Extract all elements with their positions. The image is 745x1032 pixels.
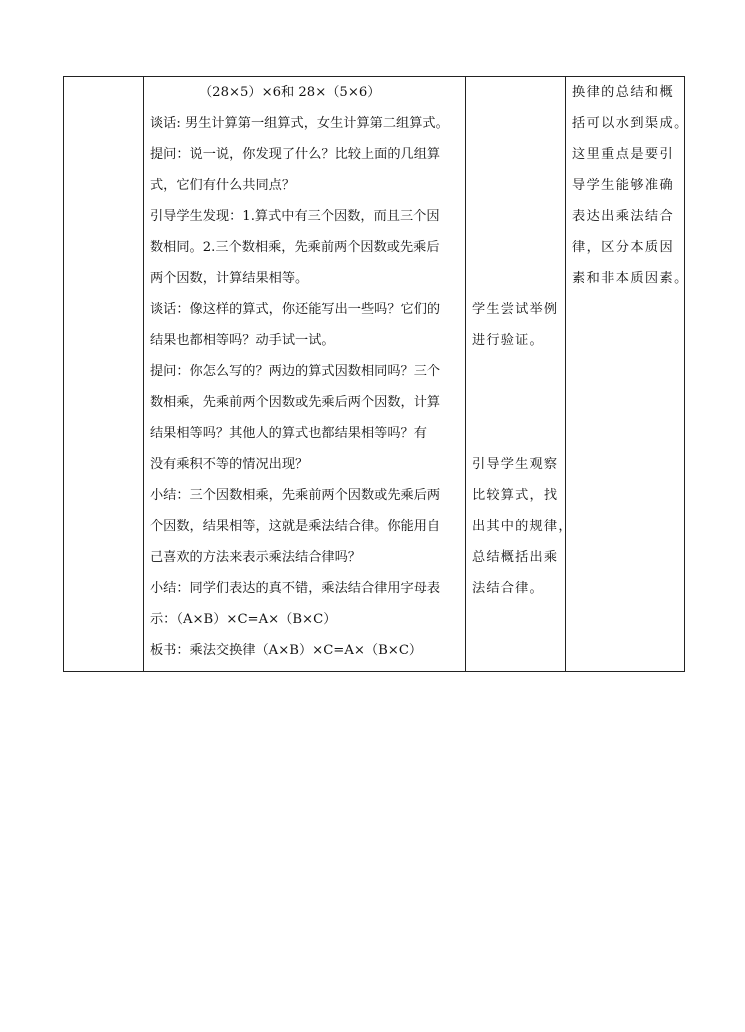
process-line-13: 没有乘积不等的情况出现？	[150, 457, 309, 472]
blank-column-content	[64, 77, 143, 671]
intent-line-5: 表达出乘法结合	[572, 209, 675, 224]
activity-line-6: 总结概括出乘	[472, 550, 559, 565]
process-line-2: 谈话: 男生计算第一组算式，女生计算第二组算式。	[150, 116, 449, 131]
process-line-9: 结果也都相等吗？动手试一试。	[150, 333, 335, 348]
activity-line-2: 进行验证。	[472, 333, 544, 348]
process-line-16: 己喜欢的方法来表示乘法结合律吗？	[150, 550, 361, 565]
intent-line-1: 换律的总结和概	[572, 85, 675, 100]
process-line-19: 板书：乘法交换律（A×B）×C=A×（B×C）	[150, 643, 423, 658]
process-line-15: 个因数，结果相等，这就是乘法结合律。你能用自	[150, 519, 441, 534]
intent-line-4: 导学生能够准确	[572, 178, 675, 193]
process-line-5: 引导学生发现：1.算式中有三个因数，而且三个因	[150, 209, 440, 224]
design-intent-cell	[566, 77, 689, 672]
process-line-1: （28×5）×6和 28×（5×6）	[199, 85, 381, 100]
process-line-4: 式，它们有什么共同点？	[150, 178, 296, 193]
process-line-8: 谈话：像这样的算式，你还能写出一些吗？它们的	[150, 302, 441, 317]
intent-line-7: 素和非本质因素。	[572, 271, 689, 286]
table-row	[64, 77, 685, 672]
blank-column-cell	[64, 77, 144, 672]
process-line-6: 数相同。2.三个数相乘，先乘前两个因数或先乘后	[150, 240, 440, 255]
activity-line-3: 引导学生观察	[472, 457, 559, 472]
process-line-10: 提问：你怎么写的？两边的算式因数相同吗？三个	[150, 364, 441, 379]
activity-line-4: 比较算式，找	[472, 488, 559, 503]
intent-line-3: 这里重点是要引	[572, 147, 675, 162]
process-line-3: 提问：说一说，你发现了什么？比较上面的几组算	[150, 147, 441, 162]
teaching-process-cell	[144, 77, 466, 672]
activity-line-7: 法结合律。	[472, 581, 544, 596]
intent-line-6: 律，区分本质因	[572, 240, 675, 255]
activity-line-1: 学生尝试举例	[472, 302, 559, 317]
process-line-11: 数相乘，先乘前两个因数或先乘后两个因数，计算	[150, 395, 441, 410]
activity-line-5: 出其中的规律，	[472, 519, 573, 534]
process-line-17: 小结：同学们表达的真不错，乘法结合律用字母表	[150, 581, 441, 596]
student-activity-cell	[466, 77, 573, 672]
process-line-18: 示：（A×B）×C=A×（B×C）	[150, 612, 337, 627]
process-line-12: 结果相等吗？其他人的算式也都结果相等吗？有	[150, 426, 427, 441]
lesson-plan-table	[63, 76, 689, 672]
process-line-7: 两个因数，计算结果相等。	[150, 271, 309, 286]
intent-line-2: 括可以水到渠成。	[572, 116, 689, 131]
process-line-14: 小结：三个因数相乘，先乘前两个因数或先乘后两	[150, 488, 441, 503]
